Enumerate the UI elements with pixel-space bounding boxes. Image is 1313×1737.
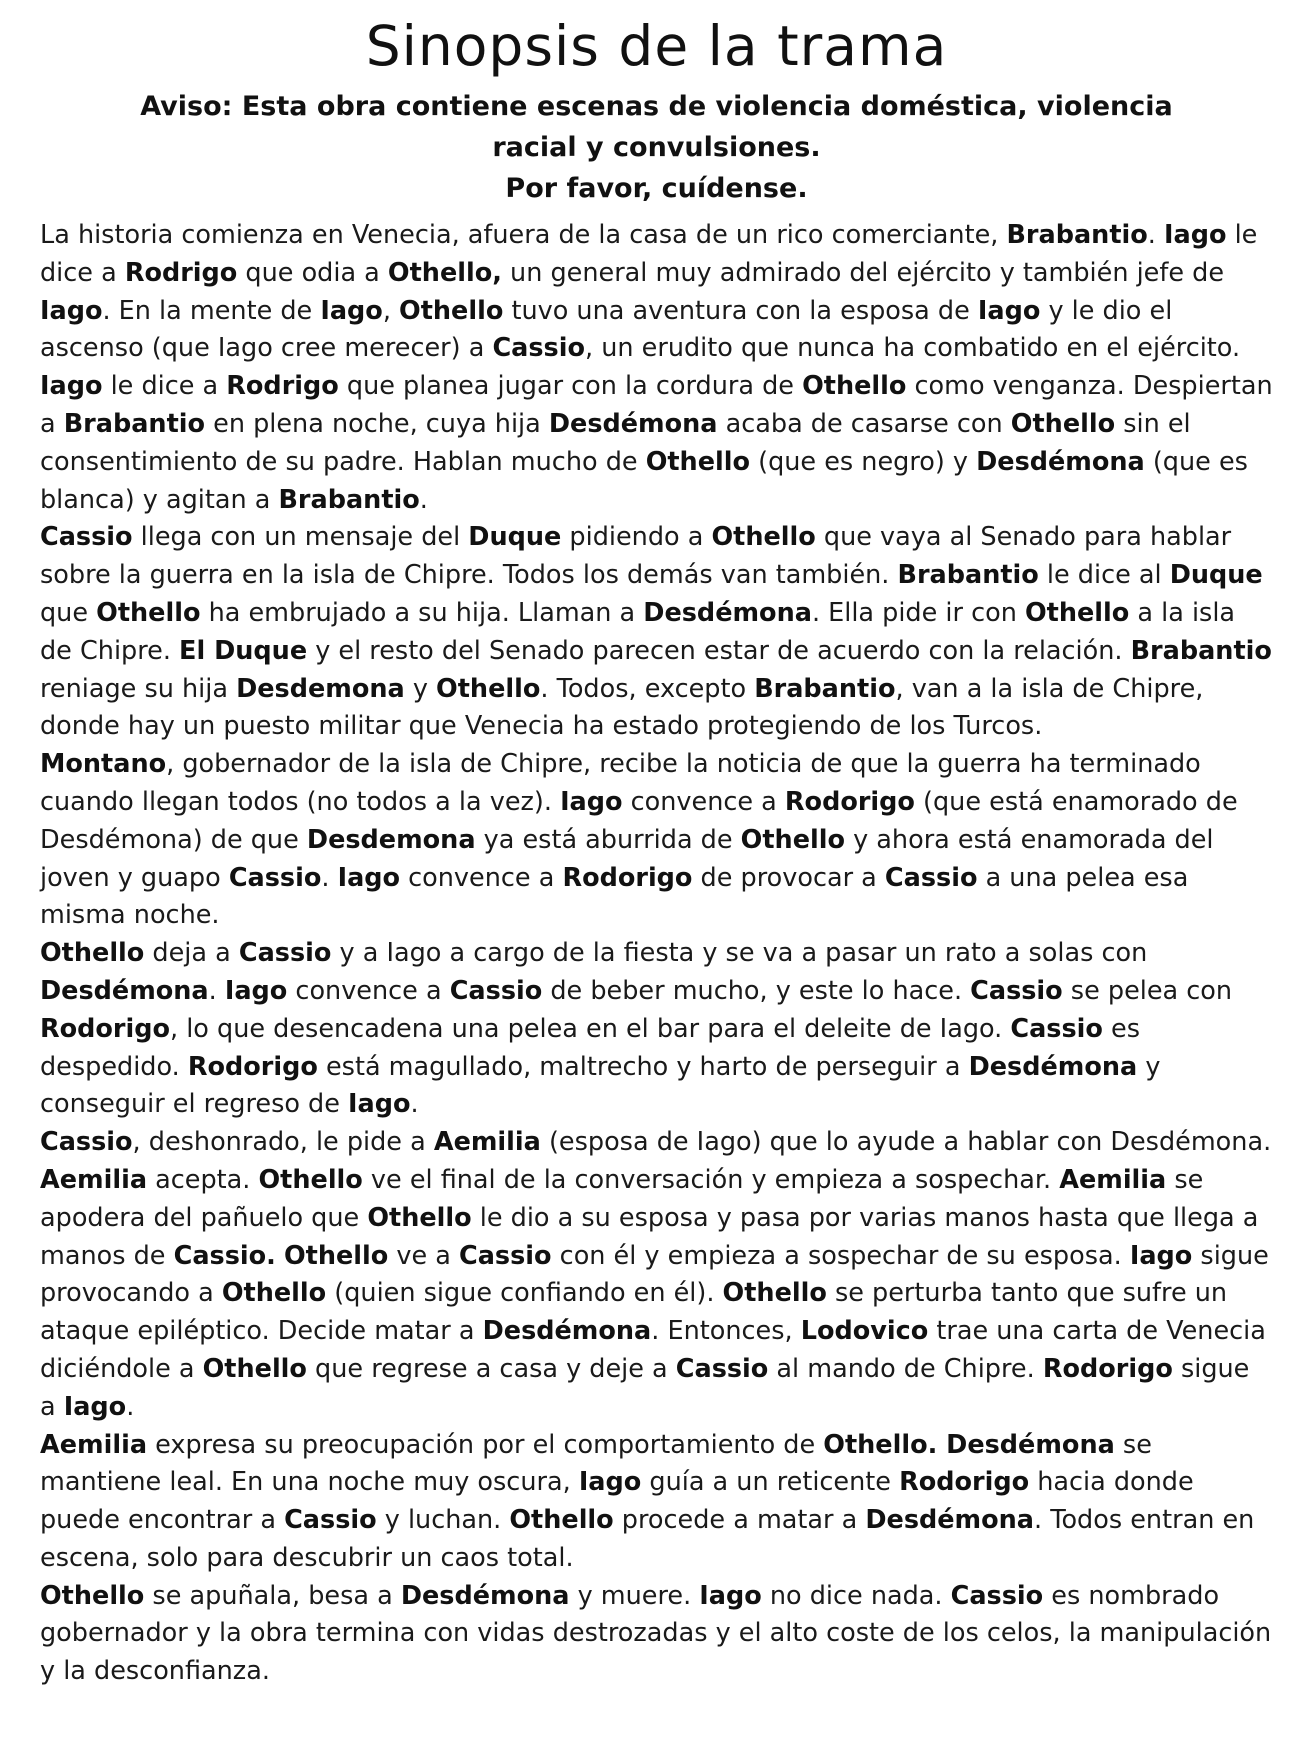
paragraph-text: convence a <box>287 975 450 1006</box>
paragraph-text: le dio a su esposa y pasa por varias manos hasta que llega a manos de <box>40 1202 1259 1271</box>
character-name: Iago <box>320 295 383 326</box>
character-name: Aemilia <box>40 1429 148 1460</box>
character-name: Desdemona <box>236 673 405 704</box>
character-name: Cassio <box>492 333 585 364</box>
character-name: Othello <box>436 673 541 704</box>
character-name: Iago <box>1164 220 1227 250</box>
paragraph-text: y conseguir el regreso de <box>40 1051 1161 1120</box>
synopsis-paragraph <box>40 217 1273 519</box>
character-name: Cassio <box>950 1580 1044 1611</box>
paragraph-text: que regrese a casa y deje a <box>306 1353 676 1384</box>
paragraph-text: y ahora está enamorada del joven y guapo <box>40 824 1214 893</box>
paragraph-text: que planea jugar con la cordura de <box>338 371 803 402</box>
paragraph-text: es nombrado gobernador y la obra termina con vidas destrozadas y el alto coste de los celos, la manipulación y la desconfianza. <box>40 1580 1272 1687</box>
character-name: Othello <box>740 824 845 855</box>
character-name: Rodorigo <box>1042 1353 1173 1384</box>
character-name: Cassio <box>884 862 978 893</box>
synopsis-paragraph <box>40 935 1273 1124</box>
paragraph-text: llega con un mensaje del <box>132 522 469 553</box>
paragraph-text: ve el final de la conversación y empieza a sospechar. <box>362 1164 1060 1195</box>
paragraph-text: le dice al <box>1038 560 1170 591</box>
character-name: Desdemona <box>306 824 476 855</box>
paragraph-text: está magullado, maltrecho y harto de perseguir a <box>317 1051 969 1082</box>
paragraph-text: . <box>126 1391 135 1422</box>
paragraph-text: . <box>419 484 428 515</box>
character-name: Cassio <box>675 1353 769 1384</box>
paragraph-text: sigue a <box>40 1353 1250 1422</box>
paragraph-text: pidiendo a <box>561 522 712 553</box>
character-name: Duque <box>468 522 562 553</box>
paragraph-text: La historia comienza en Venecia, afuera de la casa de un rico comerciante, <box>40 220 1007 250</box>
paragraph-text: . Todos entran en escena, solo para descubrir un caos total. <box>40 1505 1255 1573</box>
character-name: Othello <box>96 597 201 628</box>
paragraph-text: . Ella pide ir con <box>811 597 1025 628</box>
paragraph-text: sigue provocando a <box>40 1240 1269 1309</box>
character-name: Brabantio <box>1130 635 1272 666</box>
paragraph-text: (esposa de Iago) que lo ayude a hablar con Desdémona. <box>540 1127 1272 1158</box>
character-name: Rodorigo <box>187 1051 318 1082</box>
character-name: Cassio <box>228 862 322 893</box>
character-name: Iago <box>578 1467 642 1498</box>
character-name: Cassio <box>449 975 543 1006</box>
synopsis-paragraph <box>40 519 1273 746</box>
character-name: Othello, <box>387 257 502 288</box>
character-name: Othello <box>221 1278 327 1309</box>
paragraph-text: que <box>40 597 97 628</box>
paragraph-text: tuvo una aventura con la esposa de <box>503 295 978 326</box>
paragraph-text: . <box>1147 220 1165 250</box>
paragraph-text: guía a un reticente <box>641 1467 900 1498</box>
character-name: Othello <box>711 522 816 553</box>
character-name: Brabantio <box>754 673 896 704</box>
character-name: Othello <box>283 1240 389 1271</box>
character-name: Iago <box>1129 1240 1193 1271</box>
character-name: Iago <box>337 862 401 893</box>
character-name: Desdémona <box>865 1505 1034 1536</box>
paragraph-text: con él y empieza a sospechar de su esposa. <box>551 1240 1130 1271</box>
character-name: El Duque <box>179 635 308 666</box>
paragraph-text: se apuñala, besa a <box>144 1580 401 1611</box>
paragraph-text: . <box>321 862 338 893</box>
character-name: Cassio <box>459 1240 552 1271</box>
synopsis-paragraph <box>40 1124 1273 1426</box>
character-name: Iago <box>40 371 103 402</box>
paragraph-text: hacia donde puede encontrar a <box>40 1467 1194 1536</box>
paragraph-text: , van a la isla de Chipre, donde hay un puesto militar que Venecia ha estado protegiendo de los Turcos. <box>40 673 1204 742</box>
paragraph-text: , un erudito que nunca ha combatido en el ejército. <box>585 333 1241 364</box>
warning-text: Aviso: Esta obra contiene escenas de violencia doméstica, violencia racial y convulsiones. <box>140 91 1173 163</box>
paragraph-text: , deshonrado, le pide a <box>132 1127 434 1158</box>
character-name: Iago <box>63 1391 127 1422</box>
paragraph-text: y el resto del Senado parecen estar de acuerdo con la relación. <box>307 635 1131 666</box>
paragraph-text: y le dio el ascenso (que Iago cree merecer) a <box>40 295 1173 364</box>
paragraph-text: (que es blanca) y agitan a <box>40 446 1248 515</box>
paragraph-text: de beber mucho, y este lo hace. <box>542 975 971 1006</box>
paragraph-text: un general muy admirado del ejército y también jefe de <box>501 257 1225 288</box>
character-name: Montano <box>40 749 167 780</box>
paragraph-text: (que está enamorado de Desdémona) de que <box>40 786 1238 855</box>
character-name: Rodrigo <box>124 257 238 288</box>
character-name: Othello <box>40 1580 145 1611</box>
character-name: Rodorigo <box>899 1467 1030 1498</box>
paragraph-text: se perturba tanto que sufre un ataque epiléptico. Decide matar a <box>40 1278 1228 1347</box>
character-name: Aemilia <box>1059 1164 1167 1195</box>
character-name: Iago <box>40 295 103 326</box>
paragraph-text: y <box>404 673 437 704</box>
paragraph-text: acepta. <box>147 1164 259 1195</box>
character-name: Aemilia <box>40 1164 148 1195</box>
paragraph-text: deja a <box>144 938 239 969</box>
character-name: Othello <box>258 1164 363 1195</box>
paragraph-text: expresa su preocupación por el comportamiento de <box>147 1429 824 1460</box>
paragraph-text: ha embrujado a su hija. Llaman a <box>200 597 644 628</box>
paragraph-text: convence a <box>622 786 785 817</box>
character-name: Brabantio <box>278 484 420 515</box>
paragraph-text: , <box>382 295 400 326</box>
paragraph-text: . <box>208 975 225 1006</box>
paragraph-text: reniage su hija <box>40 673 237 704</box>
paragraph-text: (que es negro) y <box>750 446 977 477</box>
character-name: Cassio <box>40 522 133 553</box>
character-name: Iago <box>348 1089 411 1120</box>
character-name: Othello <box>40 938 145 969</box>
character-name: Othello <box>722 1278 827 1309</box>
paragraph-text: y a Iago a cargo de la fiesta y se va a pasar un rato a solas con <box>331 938 1148 969</box>
character-name: Brabantio <box>63 408 206 439</box>
synopsis-paragraph <box>40 746 1273 935</box>
paragraph-text: sin el consentimiento de su padre. Hablan mucho de <box>40 408 1191 477</box>
synopsis-body <box>40 217 1273 1691</box>
content-warning <box>100 86 1213 209</box>
character-name: Othello <box>1010 408 1116 439</box>
character-name: Brabantio <box>897 560 1039 591</box>
character-name: Othello <box>202 1353 307 1384</box>
paragraph-text: , lo que desencadena una pelea en el bar para el deleite de Iago. <box>170 1013 1011 1044</box>
paragraph-text: y muere. <box>569 1580 700 1611</box>
paragraph-text: le dice a <box>102 371 227 402</box>
paragraph-text: le dice a <box>40 220 1258 288</box>
character-name: Desdémona <box>482 1316 652 1347</box>
paragraph-text: al mando de Chipre. <box>768 1353 1043 1384</box>
synopsis-paragraph <box>40 1427 1273 1578</box>
character-name: Othello. Desdémona <box>823 1429 1115 1460</box>
paragraph-text: . En la mente de <box>102 295 321 326</box>
character-name: Othello <box>367 1202 472 1233</box>
character-name: Cassio. <box>173 1240 276 1271</box>
paragraph-text: es despedido. <box>40 1013 1141 1082</box>
paragraph-text: . Todos, excepto <box>540 673 755 704</box>
character-name: Cassio <box>1010 1013 1103 1044</box>
paragraph-text: convence a <box>400 862 563 893</box>
paragraph-text: de provocar a <box>692 862 885 893</box>
paragraph-text: procede a matar a <box>613 1505 866 1536</box>
character-name: Desdémona <box>40 975 209 1006</box>
character-name: Duque <box>1169 560 1263 591</box>
warning-care-text: Por favor, cuídense. <box>505 173 808 204</box>
paragraph-text: en plena noche, cuya hija <box>205 408 549 439</box>
paragraph-text: se apodera del pañuelo que <box>40 1164 1204 1233</box>
character-name: Aemilia <box>433 1127 541 1158</box>
paragraph-text: acaba de casarse con <box>717 408 1011 439</box>
paragraph-text: como venganza. Despiertan a <box>40 371 1273 439</box>
character-name: Rodorigo <box>784 786 915 817</box>
synopsis-paragraph <box>40 1578 1273 1691</box>
character-name: Rodorigo <box>40 1013 171 1044</box>
paragraph-text: a una pelea esa misma noche. <box>40 862 1189 931</box>
character-name: Othello <box>509 1505 614 1536</box>
paragraph-text: . <box>410 1089 419 1120</box>
character-name: Rodrigo <box>226 371 339 402</box>
character-name: Rodorigo <box>562 862 693 893</box>
character-name: Cassio <box>284 1505 377 1536</box>
character-name: Iago <box>224 975 288 1006</box>
character-name: Othello <box>399 295 504 326</box>
character-name: Othello <box>1024 597 1130 628</box>
character-name: Desdémona <box>548 408 718 439</box>
character-name: Iago <box>977 295 1041 326</box>
character-name: Brabantio <box>1006 220 1148 250</box>
paragraph-text: . Entonces, <box>651 1316 801 1347</box>
paragraph-text: que odia a <box>237 257 388 288</box>
paragraph-text: se pelea con <box>1062 975 1233 1006</box>
paragraph-text: , gobernador de la isla de Chipre, recibe la noticia de que la guerra ha terminado cuando llegan todos (no todos a la vez). <box>40 749 1201 817</box>
character-name: Iago <box>699 1580 762 1611</box>
paragraph-text: ya está aburrida de <box>475 824 741 855</box>
paragraph-text: que vaya al Senado para hablar sobre la guerra en la isla de Chipre. Todos los demás van también. <box>40 522 1232 591</box>
paragraph-text: ve a <box>388 1240 460 1271</box>
character-name: Desdémona <box>400 1580 570 1611</box>
character-name: Desdémona <box>976 446 1145 477</box>
paragraph-text: se mantiene leal. En una noche muy oscura, <box>40 1429 1152 1498</box>
paragraph-text: trae una carta de Venecia diciéndole a <box>40 1316 1266 1384</box>
character-name: Desdémona <box>968 1051 1138 1082</box>
character-name: Cassio <box>238 938 332 969</box>
paragraph-text <box>276 1241 284 1271</box>
character-name: Iago <box>560 786 623 817</box>
paragraph-text: a la isla de Chipre. <box>40 597 1236 666</box>
paragraph-text: (quien sigue confiando en él). <box>326 1278 723 1309</box>
character-name: Desdémona <box>643 597 812 628</box>
character-name: Cassio <box>40 1127 133 1158</box>
character-name: Cassio <box>970 975 1063 1006</box>
character-name: Othello <box>802 371 907 402</box>
paragraph-text: y luchan. <box>376 1505 510 1536</box>
paragraph-text: no dice nada. <box>761 1580 951 1611</box>
page-title: Sinopsis de la trama <box>365 14 948 78</box>
character-name: Othello <box>645 446 751 477</box>
character-name: Lodovico <box>800 1316 929 1347</box>
